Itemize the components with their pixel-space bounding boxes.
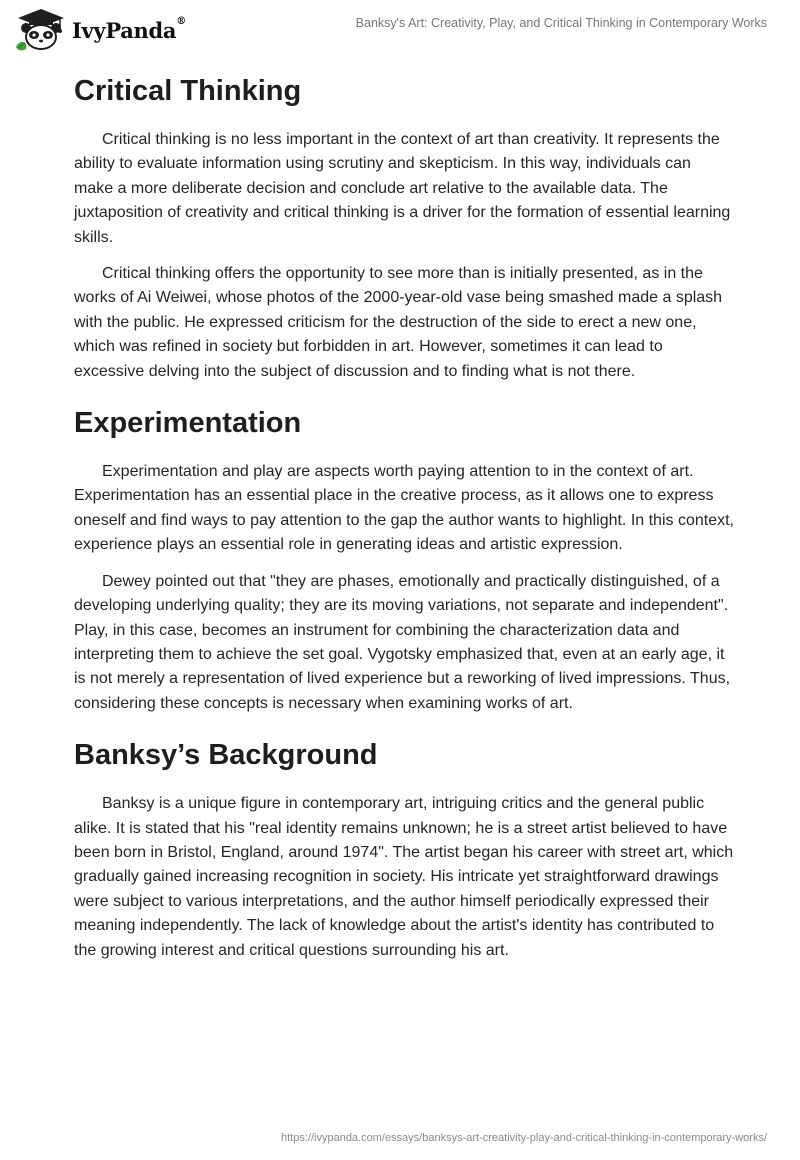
article-body [74, 72, 734, 963]
panda-mascot-icon [14, 7, 68, 53]
paragraph: Banksy is a unique figure in contemporary art, intriguing critics and the general public alike. It is stated that his "real identity remains unknown; he is a street artist believed to have been born in Bristol, England, around 1974". The artist began his career with street art, which gradually gained increasing recognition in society. His intricate yet straightforward drawings were subject to various interpretations, and the author himself periodically expressed their meaning independently. The lack of knowledge about the artist's identity has contributed to the growing interest and critical questions surrounding his art. [74, 795, 734, 959]
section-critical-thinking [74, 72, 734, 384]
section-banksys-background [74, 736, 734, 963]
section-heading: Banksy’s Background [74, 739, 378, 772]
section-heading: Experimentation [74, 407, 302, 440]
source-url[interactable]: https://ivypanda.com/essays/banksys-art-creativity-play-and-critical-thinking-in-contemporary-works/ [281, 1132, 767, 1144]
section-heading: Critical Thinking [74, 75, 302, 107]
document-title: Banksy's Art: Creativity, Play, and Critical Thinking in Contemporary Works [355, 16, 767, 30]
paragraph: Critical thinking offers the opportunity to see more than is initially presented, as in the works of Ai Weiwei, whose photos of the 2000-year-old vase being smashed made a splash with the public. He expressed criticism for the destruction of the side to erect a new one, which was refined in society but forbidden in art. However, sometimes it can lead to excessive delving into the subject of discussion and to finding what is not there. [74, 265, 723, 380]
paragraph: Critical thinking is no less important in the context of art than creativity. It represents the ability to evaluate information using scrutiny and skepticism. In this way, individuals can make a more deliberate decision and conclude art relative to the available data. The juxtaposition of creativity and critical thinking is a driver for the formation of essential learning skills. [74, 131, 731, 246]
ivypanda-logo[interactable] [14, 7, 186, 53]
paragraph: Experimentation and play are aspects worth paying attention to in the context of art. Experimentation has an essential place in the creative process, as it allows one to express oneself and find ways to pay attention to the gap the author wants to highlight. In this context, experience plays an essential role in generating ideas and artistic expression. [74, 463, 734, 554]
paragraph: Dewey pointed out that "they are phases, emotionally and practically distinguished, of a developing underlying quality; they are its moving variations, not separate and independent". Play, in this case, becomes an instrument for combining the characterization data and interpreting them to achieve the set goal. Vygotsky emphasized that, even at an early age, it is not merely a representation of lived experience but a reworking of lived impressions. Thus, considering these concepts is necessary when examining works of art. [74, 572, 731, 712]
logo-text: IvyPanda® [72, 15, 186, 43]
page-header [0, 0, 800, 60]
section-experimentation [74, 404, 734, 716]
